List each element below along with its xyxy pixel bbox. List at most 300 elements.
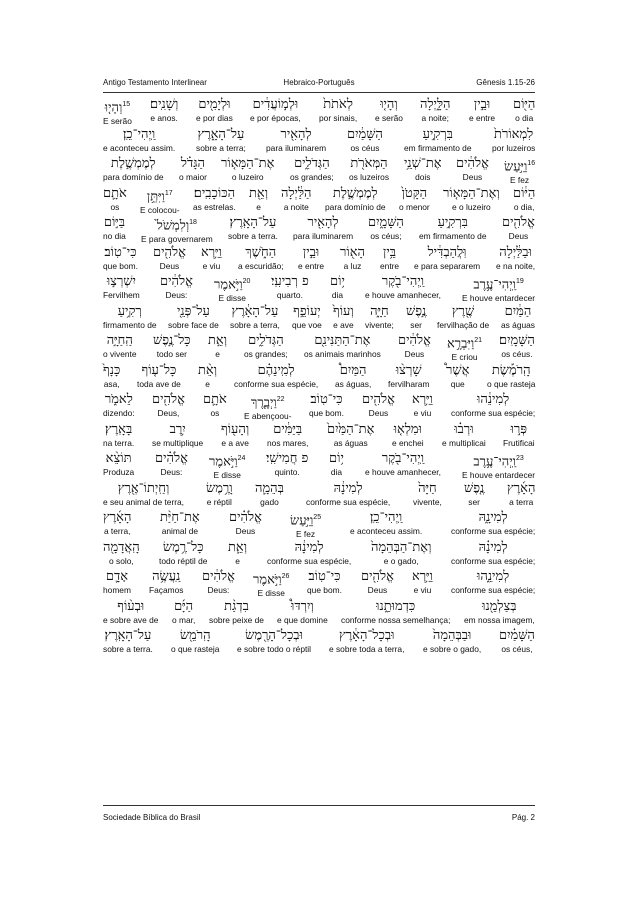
word-unit — [103, 156, 164, 182]
word-unit — [298, 245, 324, 271]
word-unit — [140, 186, 180, 215]
hebrew-text: הַגְּדֹלִ֑ים — [248, 333, 284, 348]
hebrew-word — [237, 628, 311, 644]
hebrew-word — [365, 451, 441, 467]
word-unit — [160, 510, 200, 536]
hebrew-text: עַל־הָאָ֑רֶץ — [197, 127, 245, 142]
word-unit — [496, 245, 535, 271]
portuguese-gloss: E criou — [451, 352, 478, 363]
interlinear-row — [103, 154, 535, 184]
hebrew-text: אֱלֹהִ֖ים — [361, 569, 394, 584]
word-unit — [504, 156, 535, 185]
hebrew-text: הַחֹ֑שֶׁךְ — [245, 245, 277, 260]
portuguese-gloss: e sobre ave de — [103, 615, 159, 625]
hebrew-text: כָּל־רֶ֥מֶשׂ — [162, 540, 204, 555]
word-unit — [437, 304, 489, 330]
hebrew-text: עַל־הָאָ֔רֶץ — [231, 304, 279, 319]
verse-number: 16 — [527, 160, 536, 167]
portuguese-gloss: o mar, — [172, 615, 196, 625]
word-unit — [293, 215, 353, 241]
word-unit — [361, 569, 394, 595]
portuguese-gloss: E disse — [213, 470, 241, 481]
word-unit — [412, 392, 433, 418]
word-unit — [492, 127, 535, 153]
portuguese-gloss: dois — [415, 172, 431, 182]
portuguese-gloss: a terra, — [103, 526, 131, 536]
word-unit — [333, 304, 354, 330]
hebrew-word — [309, 392, 344, 408]
interlinear-row — [103, 597, 535, 626]
hebrew-word — [103, 569, 131, 585]
hebrew-word — [398, 333, 431, 349]
hebrew-word — [103, 215, 126, 231]
hebrew-text: וְהָע֖וֹף — [221, 422, 250, 437]
hebrew-word — [228, 215, 278, 231]
hebrew-word — [375, 97, 403, 113]
portuguese-gloss: as águas — [333, 438, 368, 448]
verse-number: 22 — [276, 396, 285, 403]
hebrew-word — [221, 156, 274, 172]
word-unit — [152, 422, 203, 448]
portuguese-gloss: Deus, — [157, 408, 180, 418]
hebrew-text: אֱלֹהִ֖ים — [153, 245, 186, 260]
portuguese-gloss: os animais marinhos — [304, 349, 381, 359]
hebrew-word — [469, 97, 495, 113]
word-unit — [249, 186, 268, 212]
hebrew-text: וְעוֹף֙ — [333, 304, 354, 319]
portuguese-gloss: toda ave de — [137, 379, 181, 389]
word-unit — [330, 274, 345, 300]
hebrew-text: וְאֵ֖ת — [249, 186, 269, 201]
verse-number: 15 — [122, 101, 131, 108]
portuguese-gloss: Deus: — [165, 290, 188, 300]
word-unit — [209, 451, 245, 480]
portuguese-gloss: o que rasteja — [171, 644, 220, 654]
hebrew-text: בַּיַּמִּ֔ים — [273, 422, 303, 437]
hebrew-word — [368, 215, 404, 231]
hebrew-text: הַשָּׁמָ֑יִם — [368, 215, 404, 230]
portuguese-gloss: as águas — [501, 320, 535, 330]
portuguese-gloss: quarto. — [276, 290, 303, 300]
hebrew-text: לִמְאוֹרֹת֙ — [494, 127, 534, 142]
portuguese-gloss: a escuridão; — [238, 261, 284, 271]
hebrew-word — [462, 274, 535, 293]
hebrew-word — [406, 304, 426, 320]
hebrew-text: וַיַּ֥רְא — [412, 569, 433, 584]
word-unit — [462, 274, 535, 303]
portuguese-gloss: Fervilhem — [103, 290, 140, 300]
portuguese-gloss: para domínio de — [103, 172, 164, 182]
hebrew-word — [513, 97, 535, 113]
portuguese-gloss: Deus: — [160, 467, 183, 477]
verse-number: 25 — [313, 514, 322, 521]
hebrew-text: נֶ֤פֶשׁ — [464, 481, 485, 496]
hebrew-text: וַֽיְהִי־עֶ֥רֶב — [473, 454, 516, 470]
portuguese-gloss: sobre face de — [168, 320, 219, 330]
portuguese-gloss: e multiplicai — [442, 438, 486, 448]
word-unit — [221, 422, 249, 448]
hebrew-text: וּלְיָמִ֖ים — [198, 97, 231, 112]
portuguese-gloss: vivente; — [365, 320, 394, 330]
portuguese-gloss: sobre a terra, — [230, 320, 280, 330]
hebrew-text: וְאֵ֨ת — [198, 363, 218, 378]
hebrew-text: הָאָ֜רֶץ — [507, 481, 536, 496]
portuguese-gloss: a noite; — [421, 113, 449, 123]
portuguese-gloss: homem — [103, 585, 131, 595]
hebrew-word — [160, 274, 193, 290]
portuguese-gloss: gado — [260, 497, 279, 507]
hebrew-word — [349, 156, 389, 172]
hebrew-text: הַלָּ֑יְלָה — [420, 97, 451, 112]
hebrew-text: אֱלֹהִ֔ים — [456, 156, 489, 171]
interlinear-row — [103, 184, 536, 216]
word-unit — [350, 510, 422, 536]
hebrew-word — [266, 127, 326, 143]
hebrew-text: הַמַּיִם֩ — [339, 363, 367, 378]
word-unit — [319, 97, 357, 123]
hebrew-word — [230, 304, 280, 320]
hebrew-word — [298, 245, 324, 261]
hebrew-text: הַשָּׁמַ֗יִם — [499, 628, 535, 643]
word-unit — [103, 599, 158, 625]
hebrew-text: בַּיּ֣וֹם — [103, 215, 125, 230]
hebrew-word — [267, 422, 308, 438]
hebrew-text: וְשָׁנִֽים׃ — [150, 97, 179, 112]
hebrew-text: יִ֥רֶב — [169, 422, 186, 437]
portuguese-gloss: por luzeiros — [492, 143, 536, 153]
portuguese-gloss: Produza — [103, 467, 135, 477]
hebrew-word — [304, 333, 381, 349]
interlinear-row — [103, 538, 535, 567]
hebrew-text: לְמֶמְשֶׁ֣לֶת — [332, 186, 378, 201]
hebrew-word — [172, 599, 195, 615]
hebrew-text: וַֽיְהִי־בֹ֖קֶר — [381, 451, 425, 466]
word-unit — [290, 156, 334, 182]
hebrew-text: רְקִ֥יעַ — [117, 304, 142, 319]
word-unit — [172, 599, 195, 625]
portuguese-gloss: e seu animal de terra, — [103, 497, 185, 507]
word-unit — [237, 628, 311, 654]
hebrew-word — [153, 333, 191, 349]
word-unit — [306, 481, 390, 507]
hebrew-text: הַשָּׁמָֽיִם׃ — [499, 333, 535, 348]
interlinear-row — [103, 243, 535, 272]
word-unit — [365, 451, 441, 477]
portuguese-gloss: dia — [330, 467, 343, 477]
hebrew-word — [330, 274, 345, 290]
hebrew-text: אֶת־הַמָּא֤וֹר — [221, 156, 275, 171]
hebrew-text: אֶת־חַיַּ֨ת — [160, 510, 200, 525]
word-unit — [153, 245, 186, 271]
hebrew-word — [499, 333, 535, 349]
hebrew-word — [103, 274, 140, 290]
hebrew-text: אֱלֹהִ֖ים — [502, 215, 535, 230]
word-unit — [171, 628, 219, 654]
word-unit — [503, 422, 535, 448]
hebrew-word — [451, 569, 535, 585]
hebrew-text: וּבְע֨וֹף — [117, 599, 145, 614]
portuguese-gloss: E abençoou- — [244, 411, 292, 422]
hebrew-text: לְאֹתֹת֙ — [323, 97, 353, 112]
hebrew-word — [198, 363, 217, 379]
portuguese-gloss: Deus — [368, 408, 389, 418]
portuguese-gloss: e — [215, 349, 220, 359]
hebrew-word — [504, 156, 535, 175]
portuguese-gloss: fervilharam — [388, 379, 430, 389]
word-unit — [487, 363, 535, 389]
hebrew-word — [290, 156, 334, 172]
hebrew-word — [103, 127, 175, 143]
word-unit — [414, 245, 480, 271]
hebrew-word — [281, 186, 312, 202]
hebrew-word — [103, 186, 127, 202]
word-unit — [513, 186, 535, 212]
portuguese-gloss: E disse — [257, 588, 285, 599]
portuguese-gloss: os grandes; — [244, 349, 288, 359]
hebrew-word — [361, 569, 394, 585]
hebrew-word — [290, 510, 321, 529]
hebrew-text: שֶׁ֖רֶץ — [451, 304, 475, 319]
word-unit — [267, 540, 351, 566]
portuguese-gloss: animal de — [161, 526, 199, 536]
interlinear-row — [103, 272, 535, 302]
hebrew-text: הַיּ֖וֹם — [513, 97, 536, 112]
portuguese-gloss: os céus, — [501, 644, 533, 654]
portuguese-gloss: E disse — [218, 293, 246, 304]
hebrew-word — [238, 245, 284, 261]
hebrew-text: י֥וֹם — [329, 451, 344, 466]
hebrew-word — [451, 392, 535, 408]
word-unit — [103, 510, 131, 536]
hebrew-word — [447, 333, 482, 352]
word-unit — [380, 245, 399, 271]
portuguese-gloss: fervilhação de — [437, 320, 490, 330]
hebrew-word — [103, 97, 132, 116]
hebrew-text: לְמִינָ֔הּ — [333, 481, 363, 496]
hebrew-word — [503, 422, 535, 438]
hebrew-word — [307, 569, 342, 585]
word-unit — [365, 274, 441, 300]
interlinear-row — [103, 361, 535, 390]
hebrew-word — [306, 481, 390, 497]
hebrew-text: וְאֵ֛ת — [228, 540, 248, 555]
word-unit — [499, 333, 535, 359]
portuguese-gloss: entre — [380, 261, 400, 271]
word-unit — [196, 97, 233, 123]
hebrew-text: וּלְמ֣וֹעֲדִ֔ים — [252, 97, 299, 112]
hebrew-text: וְלִמְשֹׁל֙ — [156, 218, 190, 234]
hebrew-word — [149, 569, 183, 585]
hebrew-text: וַיְבָ֧רֶךְ — [250, 395, 277, 411]
word-unit — [307, 569, 342, 595]
portuguese-gloss: em firmamento de — [419, 231, 487, 241]
hebrew-text: וַיֹּ֣אמֶר — [253, 572, 282, 588]
verse-number: 17 — [164, 190, 173, 197]
hebrew-word — [229, 510, 262, 526]
hebrew-word — [292, 304, 322, 320]
word-unit — [404, 156, 442, 182]
portuguese-gloss: por sinais, — [319, 113, 358, 123]
portuguese-gloss: o que rasteja — [487, 379, 536, 389]
hebrew-word — [266, 451, 308, 467]
portuguese-gloss: a terra — [509, 497, 534, 507]
hebrew-text: וּבְכָל־הָאָ֔רֶץ — [338, 628, 395, 643]
portuguese-gloss: os céus; — [370, 231, 402, 241]
word-unit — [228, 540, 247, 566]
hebrew-text: וְאֵ֣ת — [208, 333, 228, 348]
hebrew-word — [329, 628, 404, 644]
hebrew-text: לְמִינָ֑הּ — [478, 510, 508, 525]
verse-number: 18 — [189, 219, 197, 226]
hebrew-word — [451, 540, 535, 556]
portuguese-gloss: o menor — [399, 202, 430, 212]
hebrew-word — [365, 304, 394, 320]
hebrew-word — [103, 628, 153, 644]
portuguese-gloss: conforme sua espécie, — [267, 556, 352, 566]
portuguese-gloss: na terra. — [103, 438, 135, 448]
hebrew-word — [442, 422, 486, 438]
portuguese-gloss: Frutificai — [503, 438, 535, 448]
portuguese-gloss: e sobre toda a terra, — [329, 644, 405, 654]
word-unit — [277, 599, 328, 625]
portuguese-gloss: os — [210, 408, 220, 418]
word-unit — [103, 274, 140, 300]
hebrew-text: שָׁרְצ֨וּ — [395, 363, 422, 378]
hebrew-text: לְהָאִ֖יר — [280, 127, 312, 142]
word-unit — [371, 540, 431, 566]
hebrew-word — [196, 127, 246, 143]
portuguese-gloss: e enchei — [392, 438, 424, 448]
hebrew-text: וְאֶת־הַמָּא֤וֹר — [443, 186, 500, 201]
hebrew-text: וְהָי֤וּ — [380, 97, 398, 112]
hebrew-word — [179, 156, 207, 172]
word-unit — [419, 215, 487, 241]
hebrew-text: י֥וֹם — [330, 274, 345, 289]
portuguese-gloss: e aconteceu assim. — [350, 526, 423, 536]
word-unit — [413, 481, 442, 507]
hebrew-word — [404, 127, 472, 143]
hebrew-text: כִּדְמוּתֵ֑נוּ — [376, 599, 416, 614]
hebrew-word — [499, 628, 535, 644]
portuguese-gloss: se multiplique — [152, 438, 204, 448]
hebrew-text: עַל־הָאָֽרֶץ׃ — [104, 628, 152, 643]
header-left: Antigo Testamento Interlinear — [103, 78, 207, 87]
word-unit — [201, 245, 222, 271]
hebrew-text: וּֽלֲהַבְדִּ֔יל — [427, 245, 467, 260]
hebrew-word — [392, 422, 424, 438]
word-unit — [250, 97, 301, 123]
word-unit — [329, 628, 404, 654]
hebrew-text: אֱלֹהִ֖ים — [362, 392, 395, 407]
portuguese-gloss: e serão — [375, 113, 403, 123]
hebrew-word — [333, 304, 354, 320]
hebrew-text: בָּאָֽרֶץ׃ — [104, 422, 133, 437]
hebrew-text: וּרְב֗וּ — [454, 422, 474, 437]
portuguese-gloss: que — [450, 379, 465, 389]
hebrew-text: לְהָאִ֖יר — [307, 215, 339, 230]
portuguese-gloss: Deus — [235, 526, 256, 536]
portuguese-gloss: que bom. — [309, 408, 344, 418]
word-unit — [244, 333, 288, 359]
word-unit — [103, 333, 137, 359]
hebrew-word — [329, 451, 344, 467]
hebrew-word — [362, 392, 395, 408]
word-unit — [365, 304, 394, 330]
hebrew-text: חַיָּ֑ה — [370, 304, 389, 319]
word-unit — [266, 451, 308, 477]
portuguese-gloss: Deus — [508, 231, 529, 241]
word-unit — [464, 599, 535, 625]
hebrew-word — [168, 304, 219, 320]
portuguese-gloss: o dia, — [513, 202, 535, 212]
word-unit — [325, 186, 386, 212]
portuguese-gloss: e sobre todo o réptil — [237, 644, 312, 654]
header-right: Gênesis 1.15-26 — [476, 78, 535, 87]
hebrew-text: הַלַּ֔יְלָה — [281, 186, 312, 201]
hebrew-text: פ חֲמִישִֽׁי׃ — [266, 451, 309, 466]
hebrew-word — [437, 304, 489, 320]
hebrew-text: וַיֹּ֣אמֶר — [209, 454, 238, 470]
word-unit — [341, 599, 450, 625]
word-unit — [203, 392, 227, 418]
word-unit — [179, 156, 207, 182]
hebrew-word — [250, 97, 301, 113]
hebrew-text: תּוֹצֵ֨א — [105, 451, 132, 466]
hebrew-text: בִדְגַ֨ת — [224, 599, 249, 614]
hebrew-word — [137, 363, 181, 379]
portuguese-gloss: o maior — [179, 172, 207, 182]
hebrew-word — [209, 599, 264, 615]
portuguese-gloss: E serão — [103, 116, 132, 127]
portuguese-gloss: para iluminarem — [293, 231, 354, 241]
hebrew-word — [103, 363, 120, 379]
hebrew-text: לְמִינָ֔הּ — [294, 540, 324, 555]
portuguese-gloss: Deus — [367, 585, 388, 595]
hebrew-word — [513, 186, 535, 202]
hebrew-text: הַקָּטֹן֙ — [401, 186, 428, 201]
word-unit — [281, 186, 312, 212]
portuguese-gloss: e o luzeiro — [452, 202, 491, 212]
word-unit — [141, 215, 213, 244]
portuguese-gloss: sobre a terra. — [103, 644, 153, 654]
verse-number: 19 — [515, 278, 524, 285]
word-unit — [443, 186, 500, 212]
word-unit — [399, 186, 430, 212]
word-unit — [404, 127, 472, 153]
word-unit — [447, 333, 482, 362]
hebrew-word — [103, 392, 135, 408]
hebrew-word — [234, 363, 318, 379]
running-header — [103, 78, 535, 92]
hebrew-text: הַגָּדֹ֗ל — [180, 156, 206, 171]
word-unit — [152, 392, 185, 418]
portuguese-gloss: e houve amanhecer, — [365, 467, 441, 477]
hebrew-word — [335, 363, 371, 379]
word-unit — [103, 628, 153, 654]
portuguese-gloss: e houve amanhecer, — [365, 290, 441, 300]
hebrew-word — [160, 510, 200, 526]
hebrew-text: וַיִּבְרָ֣א — [447, 336, 475, 352]
footer-left: Sociedade Bíblica do Brasil — [103, 813, 201, 822]
word-unit — [103, 451, 134, 477]
hebrew-word — [399, 186, 430, 202]
hebrew-text: אֶת־הַמַּ֙יִם֙ — [327, 422, 375, 437]
hebrew-text: נַֽעֲשֶׂ֥ה — [152, 569, 181, 584]
portuguese-gloss: todo ser — [156, 349, 187, 359]
portuguese-gloss: ser — [468, 497, 480, 507]
hebrew-word — [501, 304, 535, 320]
word-unit — [513, 97, 535, 123]
